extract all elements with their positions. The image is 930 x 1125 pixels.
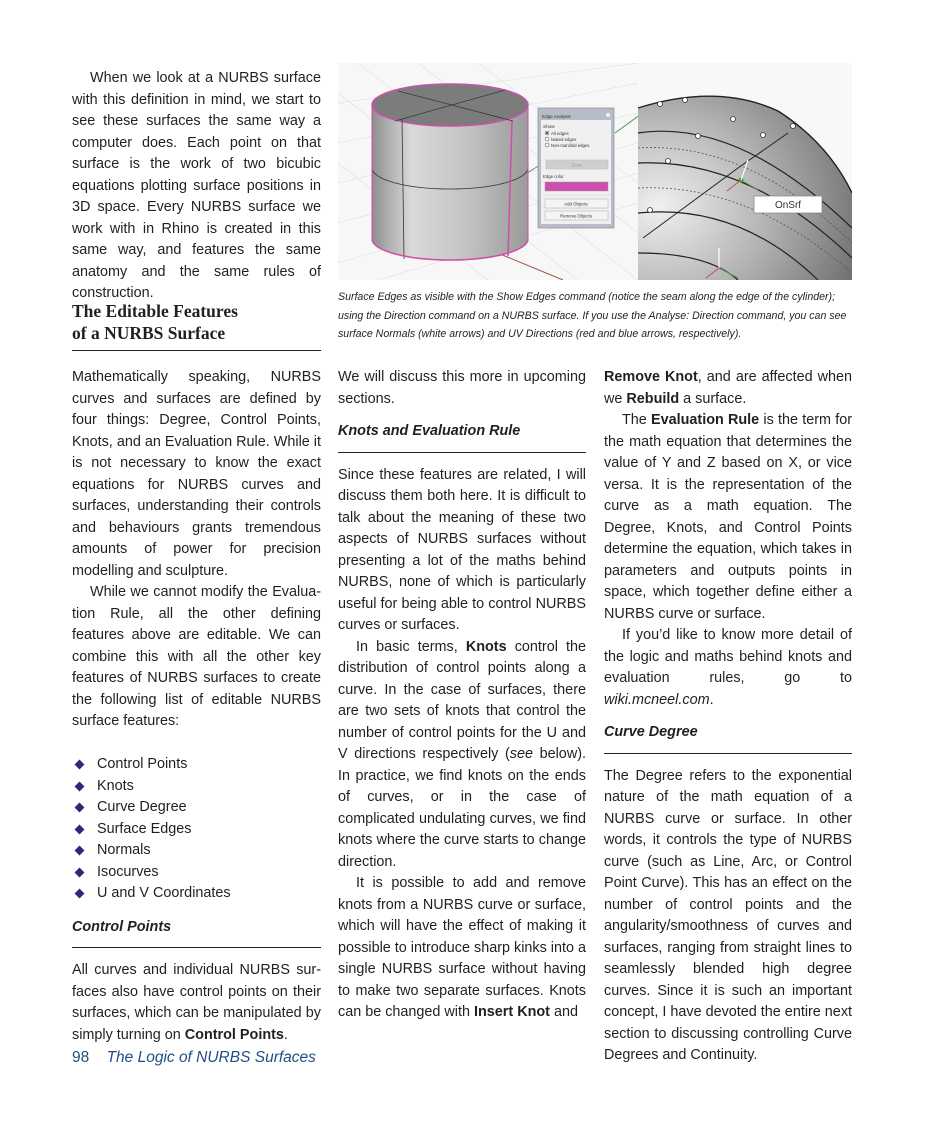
column-2 (338, 367, 586, 1024)
col2-paragraph-1: We will discuss this more in upcoming sections. (338, 369, 586, 407)
edge-analysis-dialog (538, 108, 614, 228)
col2-paragraph-4: It is possible to add and remove knots from a NURBS curve or surface, which will have the effect of making it possible to introduce sharp kinks into a single NURBS surface without having to make two separate surfaces. Knots can be changed with Insert Knot and (338, 875, 586, 1020)
dialog-edge-color-swatch (545, 182, 608, 191)
col3-paragraph-3: If you’d like to know more detail of the logic and maths behind knots and evaluation rules, go to wiki.mcneel.com. (604, 627, 852, 708)
list-item: Normals (72, 840, 321, 862)
dialog-title: Edge Analysis (542, 114, 571, 119)
dialog-option-non-manifold-edges: Non-manifold edges (551, 143, 590, 148)
diamond-bullet-icon (75, 824, 85, 834)
col2-paragraph-2: Since these features are related, I will discuss them both here. It is difficult to talk about the meaning of these two aspects of NURBS surfaces without presenting a lot of the maths behind NURBS, none of which is particularly useful for being able to control NURBS curves or surfaces. (338, 466, 586, 633)
svg-text:Add Objects: Add Objects (564, 201, 588, 207)
col2-paragraph-3: In basic terms, Knots control the distribution of control points along a curve. In the case of surfaces, there are two sets of knots that control the number of control points for the U and V directions respectively (see below). In practice, we find knots on the ends of curves, or in the case of complicated undulating curves, we find knots where the curve starts to change direction. (338, 638, 586, 870)
column-3 (604, 367, 852, 1067)
column-1 (72, 367, 321, 1046)
subhead-control-points: Control Points (72, 917, 321, 949)
cylinder-model (372, 84, 528, 260)
page-footer (72, 1049, 316, 1067)
dialog-option-naked-edges: Naked edges (551, 137, 577, 142)
intro-paragraph: When we look at a NURBS surface with this definition in mind, we start to see these surfaces the same way a computer does. Each point on that surface is the work of two bicubic equations plotting surface positions in 3D space. Every NURBS surface we work with in Rhino is created in this same way, and features the same anatomy and the same rules of construction. (72, 70, 321, 301)
dialog-show-label: Show (543, 124, 555, 129)
figure-caption: Surface Edges as visible with the Show Edges command (notice the seam along the edge of the cylinder); using the Direction command on a NURBS surface. If you use the Analyse: Direction command, you can see surface Normals (white arrows) and UV Directions (red and blue arrows, respectively). (338, 291, 847, 340)
col1-paragraph-3: All curves and individual NURBS surfaces also have control points on their surfaces, which can be manipulated by simply turning on Control Points. (72, 962, 321, 1043)
col3-paragraph-4: The Degree refers to the exponential nature of the math equation of a NURBS curve or surface. In other words, it controls the type of NURBS curve (such as Line, Arc, or Control Point Curve). This has an effect on the number of control points and the angularity/smoothness of curves and surfaces, ranging from straight lines to seamlessly blended high degree curves. Since it is such an important concept, I have devoted the entire next section to discussing controlling Curve Degrees and Continuity. (604, 767, 853, 1063)
figure-illustration (338, 63, 852, 280)
dialog-edge-color-label: Edge color (543, 174, 564, 179)
figure-svg (338, 63, 852, 280)
col3-paragraph-2: The Evaluation Rule is the term for the math equation that determines the value of Y and Z based on X, or vice versa. It is the representation of the curve as a math equation. The Degree, Knots, and Control Points determine the equation, which takes in parameters and outputs points in space, which together define either a NURBS curve or surface. (604, 412, 853, 622)
diamond-bullet-icon (75, 803, 85, 813)
col3-paragraph-1: Remove Knot, and are affected when we Rebuild a surface. (604, 369, 852, 407)
svg-text:Remove Objects: Remove Objects (560, 213, 592, 219)
diamond-bullet-icon (75, 889, 85, 899)
col1-paragraph-1: Mathematically speaking, NURBS curves and surfaces are defined by four things: Degree, Control Points, Knots, and an Evaluation Rule. While it is not necessary to know the exact equations for NURBS curves and surfaces, understanding their controls and behaviours grants tremendous amounts of power for precision modelling and sculpture. (72, 369, 321, 579)
diamond-bullet-icon (75, 867, 85, 877)
running-title: The Logic of NURBS Surfaces (106, 1049, 316, 1066)
diamond-bullet-icon (75, 760, 85, 770)
diamond-bullet-icon (75, 846, 85, 856)
subhead-curve-degree: Curve Degree (604, 722, 852, 754)
section-title (72, 301, 321, 351)
dialog-option-all-edges: All edges (551, 131, 569, 136)
nurbs-surface-render (638, 63, 852, 280)
feature-list (72, 754, 321, 905)
svg-text:Zoom: Zoom (571, 162, 583, 168)
col1-paragraph-2: While we cannot modify the Evaluation Rule, all the other defining features above are editable. We can combine this with all the other key features of NURBS surfaces to create the following list of editable NURBS surface features: (72, 584, 321, 729)
onsrf-label: OnSrf (774, 200, 802, 211)
list-item: Knots (72, 776, 321, 798)
list-item: Isocurves (72, 862, 321, 884)
page-number: 98 (72, 1049, 90, 1066)
section-title-line-2: of a NURBS Surface (72, 322, 226, 343)
diamond-bullet-icon (75, 781, 85, 791)
subhead-knots-evaluation-rule: Knots and Evaluation Rule (338, 421, 586, 453)
list-item: Surface Edges (72, 819, 321, 841)
section-title-line-1: The Editable Features (72, 301, 238, 321)
list-item: U and V Coordinates (72, 883, 321, 905)
intro-column (72, 68, 321, 305)
list-item: Control Points (72, 754, 321, 776)
wiki-link[interactable]: wiki.mcneel.com (604, 691, 710, 708)
list-item: Curve Degree (72, 797, 321, 819)
